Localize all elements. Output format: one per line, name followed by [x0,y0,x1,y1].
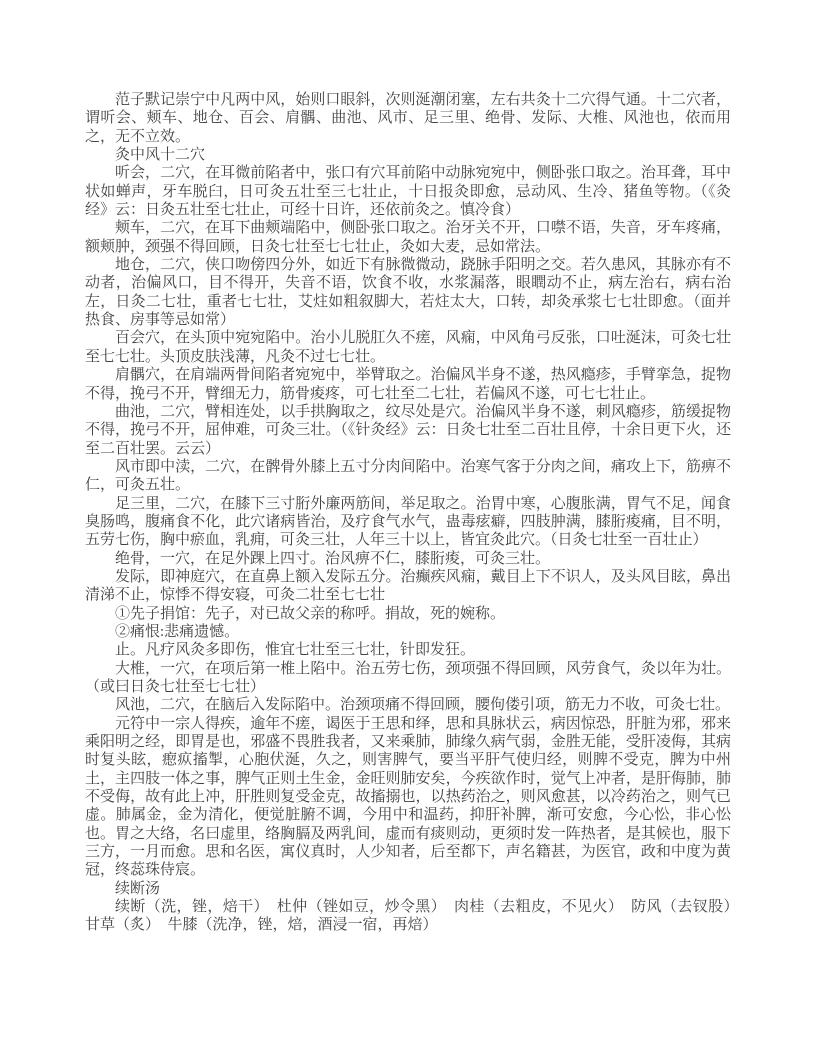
paragraph: 续断（洗，锉，焙干） 杜仲（锉如豆，炒令黑） 肉桂（去粗皮，不见火） 防风（去钗股） 甘草（炙） 牛膝（洗净，锉，焙，酒浸一宿，再焙） [85,899,747,934]
paragraph: 元符中一宗人得疾，逾年不瘥，谒医于王思和绎，思和具脉状云，病因惊恐，肝脏为邪，邪来乘阳明之经，即胃是也，邪盛不畏胜我者，又来乘肺，肺缘久病气弱，金胜无能，受肝凌侮，其病时复头眩，瘛疭搐掣，心胞伏涎，久之，则害脾气，要当平肝气使归经，则脾不受克，脾为中州土，主四肢一体之事，脾气正则土生金，金旺则肺安矣，今疾欲作时，觉气上冲者，是肝侮肺，肺不受侮，故有此上冲，肝胜则复受金克，故搐搦也，以热药治之，则风愈甚，以冷药治之，则气已虚。肺属金，金为清化，便觉脏腑不调，今用中和温药，抑肝补脾，渐可安愈，今心忪，非心忪也。胃之大络，名曰虚里，络胸膈及两乳间，虚而有痰则动，更须时发一阵热者，是其候也，服下三方，一月而愈。思和名医，寓仪真时，人少知者，后至都下，声名籍甚，为医官，政和中度为黄冠，终蕊珠侍宸。 [85,715,731,879]
paragraph: 曲池，二穴，臂相连处，以手拱胸取之，纹尽处是穴。治偏风半身不遂，刺风瘾疹，筋缓捉物不得，挽弓不开，屈伸难，可灸三壮。（《针灸经》云：日灸七壮至二百壮且停，十余日更下火，还至二百壮罢。云云） [85,403,731,457]
footnote: ②痛恨:悲痛遗憾。 [115,623,240,640]
paragraph: 百会穴，在头顶中宛宛陷中。治小儿脱肛久不瘥，风痫，中风角弓反张，口吐涎沫，可灸七壮至七七壮。头顶皮肤浅薄，凡灸不过七七壮。 [85,330,731,365]
paragraph: 颊车，二穴，在耳下曲颊端陷中，侧卧张口取之。治牙关不开，口噤不语，失音，牙车疼痛，额颊肿，颈强不得回顾，日灸七壮至七七壮止，灸如大麦，忌如常法。 [85,220,731,255]
paragraph: 地仓，二穴，侠口吻傍四分外，如近下有脉微微动，跷脉手阳明之交。若久患风，其脉亦有不动者，治偏风口，目不得开，失音不语，饮食不收，水浆漏落，眼瞤动不止，病左治右，病右治左，日灸二七壮，重者七七壮，艾炷如粗叙脚大，若炷太大，口转，却灸承浆七七壮即愈。（面并热食、房事等忌如常） [85,257,731,329]
paragraph: 足三里，二穴，在膝下三寸胻外廉两筋间，举足取之。治胃中寒，心腹胀满，胃气不足，闻食臭肠鸣，腹痛食不化，此穴诸病皆治，及疗食气水气，蛊毒痃癖，四肢肿满，膝胻痠痛，目不明，五劳七伤，胸中瘀血，乳痈，可灸三壮，人年三十以上，皆宜灸此穴。（日灸七壮至一百壮止） [85,495,731,549]
footnote: ①先子捐馆：先子，对已故父亲的称呼。捐故，死的婉称。 [115,605,506,622]
section-heading: 续断汤 [115,880,161,897]
paragraph: 止。凡疗风灸多即伤，惟宜七壮至三七壮，针即发狂。 [115,642,476,659]
paragraph: 风池，二穴，在脑后入发际陷中。治颈项痛不得回顾，腰佝偻引项，筋无力不收，可灸七壮。 [115,697,731,714]
paragraph: 风市即中渎，二穴，在髀骨外膝上五寸分肉间陷中。治寒气客于分肉之间，痛攻上下，筋痹不仁，可灸五壮。 [85,458,731,494]
section-heading: 灸中风十二穴 [115,147,206,164]
paragraph: 绝骨，一穴，在足外踝上四寸。治风痹不仁，膝胻痠，可灸三壮。 [115,550,551,567]
paragraph: 听会，二穴，在耳微前陷者中，张口有穴耳前陷中动脉宛宛中，侧卧张口取之。治耳聋，耳中状如蝉声，牙车脱臼，日可灸五壮至三七壮止，十日报灸即愈，忌动风、生冷、猪鱼等物。（《灸经》云：日灸五壮至七壮止，可经十日许，还依前灸之。慎冷食） [85,165,731,219]
paragraph: 大椎，一穴，在项后第一椎上陷中。治五劳七伤，颈项强不得回顾，风劳食气，灸以年为壮。（或曰日灸七壮至七七壮） [85,660,731,695]
paragraph: 范子默记崇宁中凡两中风，始则口眼斜，次则涎潮闭塞，左右共灸十二穴得气通。十二穴者，谓听会、颊车、地仓、百会、肩髃、曲池、风市、足三里、绝骨、发际、大椎、风池也，依而用之，无不立效。 [85,92,731,145]
paragraph: 发际，即神庭穴，在直鼻上额入发际五分。治癫疾风痫，戴目上下不识人，及头风目眩，鼻出清涕不止，惊悸不得安寝，可灸二壮至七七壮 [85,568,731,604]
paragraph: 肩髃穴，在肩端两骨间陷者宛宛中，举臂取之。治偏风半身不遂，热风瘾疹，手臂挛急，捉物不得，挽弓不开，臂细无力，筋骨痠疼，可七壮至二七壮，若偏风不遂，可七七壮止。 [85,367,731,402]
text-content [85,91,747,935]
